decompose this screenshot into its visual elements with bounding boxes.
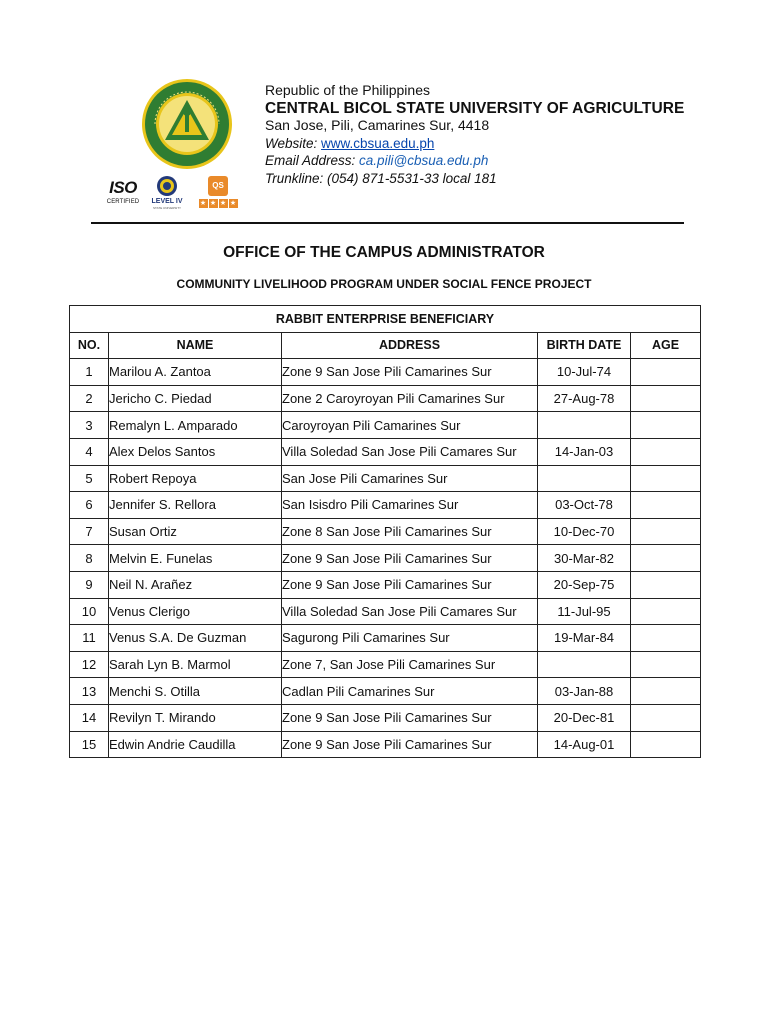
university-seal-icon: [141, 78, 233, 170]
cell-birth-date: 03-Oct-78: [538, 492, 631, 519]
table-row: [70, 438, 701, 465]
cell-address: Caroyroyan Pili Camarines Sur: [282, 412, 538, 439]
website-line: [265, 135, 735, 153]
cell-no: 1: [70, 359, 109, 386]
star-icon: ★: [229, 199, 237, 207]
cell-name: Remalyn L. Amparado: [109, 412, 282, 439]
cell-address: Zone 7, San Jose Pili Camarines Sur: [282, 651, 538, 678]
website-link[interactable]: www.cbsua.edu.ph: [321, 135, 435, 151]
cell-birth-date: 10-Dec-70: [538, 518, 631, 545]
trunkline: Trunkline: (054) 871-5531-33 local 181: [265, 170, 497, 186]
cell-age: [631, 731, 701, 758]
cell-name: Alex Delos Santos: [109, 438, 282, 465]
table-row: [70, 625, 701, 652]
star-icon: ★: [219, 199, 227, 207]
cell-birth-date: [538, 465, 631, 492]
qs-stars-badge: [194, 172, 242, 216]
cell-age: [631, 412, 701, 439]
cell-age: [631, 438, 701, 465]
beneficiary-table: [69, 305, 701, 758]
university-address: San Jose, Pili, Camarines Sur, 4418: [265, 117, 490, 133]
table-row: [70, 678, 701, 705]
cell-age: [631, 598, 701, 625]
cell-birth-date: 27-Aug-78: [538, 385, 631, 412]
table-row: [70, 704, 701, 731]
table-row: [70, 651, 701, 678]
letterhead: [0, 0, 768, 230]
cell-age: [631, 492, 701, 519]
cell-address: Sagurong Pili Camarines Sur: [282, 625, 538, 652]
cell-no: 7: [70, 518, 109, 545]
cell-birth-date: 20-Sep-75: [538, 571, 631, 598]
cell-name: Melvin E. Funelas: [109, 545, 282, 572]
table-caption-row: [70, 306, 701, 333]
table-row: [70, 412, 701, 439]
cell-no: 5: [70, 465, 109, 492]
cell-address: Cadlan Pili Camarines Sur: [282, 678, 538, 705]
table-header-row: [70, 332, 701, 359]
cell-birth-date: [538, 651, 631, 678]
cell-address: Zone 9 San Jose Pili Camarines Sur: [282, 545, 538, 572]
table-row: [70, 492, 701, 519]
cell-address: Zone 8 San Jose Pili Camarines Sur: [282, 518, 538, 545]
cell-name: Venus Clerigo: [109, 598, 282, 625]
cell-birth-date: [538, 412, 631, 439]
level-subcaption: STATE UNIVERSITY: [152, 206, 182, 210]
cell-name: Robert Repoya: [109, 465, 282, 492]
cell-address: Zone 9 San Jose Pili Camarines Sur: [282, 704, 538, 731]
header-divider: [91, 222, 684, 224]
cell-name: Marilou A. Zantoa: [109, 359, 282, 386]
cell-age: [631, 678, 701, 705]
cell-name: Jennifer S. Rellora: [109, 492, 282, 519]
column-header-age: AGE: [631, 332, 701, 359]
cell-name: Jericho C. Piedad: [109, 385, 282, 412]
table-row: [70, 598, 701, 625]
column-header-address: ADDRESS: [282, 332, 538, 359]
iso-caption: CERTIFIED: [106, 199, 140, 205]
cell-age: [631, 625, 701, 652]
cell-name: Menchi S. Otilla: [109, 678, 282, 705]
cell-birth-date: 14-Jan-03: [538, 438, 631, 465]
cell-no: 15: [70, 731, 109, 758]
cell-address: Zone 9 San Jose Pili Camarines Sur: [282, 731, 538, 758]
cell-address: Zone 2 Caroyroyan Pili Camarines Sur: [282, 385, 538, 412]
table-row: [70, 465, 701, 492]
cell-no: 9: [70, 571, 109, 598]
star-icon: ★: [199, 199, 207, 207]
cell-no: 4: [70, 438, 109, 465]
cell-age: [631, 704, 701, 731]
cell-birth-date: 19-Mar-84: [538, 625, 631, 652]
program-title: COMMUNITY LIVELIHOOD PROGRAM UNDER SOCIAL FENCE PROJECT: [176, 277, 592, 291]
cell-no: 12: [70, 651, 109, 678]
cell-age: [631, 651, 701, 678]
cell-age: [631, 465, 701, 492]
cell-birth-date: 30-Mar-82: [538, 545, 631, 572]
level-caption: LEVEL IV: [151, 198, 183, 205]
cell-address: San Isisdro Pili Camarines Sur: [282, 492, 538, 519]
email-link[interactable]: ca.pili@cbsua.edu.ph: [359, 153, 489, 168]
level-iv-badge: [146, 172, 188, 216]
cell-no: 11: [70, 625, 109, 652]
university-name: CENTRAL BICOL STATE UNIVERSITY OF AGRICULTURE: [265, 99, 685, 117]
cell-name: Edwin Andrie Caudilla: [109, 731, 282, 758]
table-row: [70, 545, 701, 572]
cell-address: Zone 9 San Jose Pili Camarines Sur: [282, 359, 538, 386]
cell-address: Villa Soledad San Jose Pili Camares Sur: [282, 598, 538, 625]
cell-name: Neil N. Arañez: [109, 571, 282, 598]
qs-logo: QS: [208, 176, 228, 196]
cell-birth-date: 14-Aug-01: [538, 731, 631, 758]
table-body: [70, 359, 701, 758]
cell-no: 3: [70, 412, 109, 439]
table-row: [70, 385, 701, 412]
cell-name: Revilyn T. Mirando: [109, 704, 282, 731]
iso-mark: ISO: [109, 178, 137, 197]
cell-no: 10: [70, 598, 109, 625]
table-row: [70, 359, 701, 386]
cell-no: 14: [70, 704, 109, 731]
republic-line: Republic of the Philippines: [265, 82, 430, 98]
office-title: OFFICE OF THE CAMPUS ADMINISTRATOR: [223, 244, 545, 261]
table-row: [70, 571, 701, 598]
column-header-name: NAME: [109, 332, 282, 359]
cell-name: Sarah Lyn B. Marmol: [109, 651, 282, 678]
cell-address: Villa Soledad San Jose Pili Camares Sur: [282, 438, 538, 465]
email-line: [265, 152, 735, 170]
table-row: [70, 518, 701, 545]
cell-age: [631, 359, 701, 386]
email-label: Email Address:: [265, 153, 356, 168]
column-header-no: NO.: [70, 332, 109, 359]
cell-age: [631, 385, 701, 412]
letterhead-text: [265, 82, 735, 187]
cell-no: 2: [70, 385, 109, 412]
cell-address: San Jose Pili Camarines Sur: [282, 465, 538, 492]
cell-name: Susan Ortiz: [109, 518, 282, 545]
table-row: [70, 731, 701, 758]
cell-age: [631, 545, 701, 572]
star-icon: ★: [209, 199, 217, 207]
iso-certified-badge: [104, 172, 142, 216]
cell-name: Venus S.A. De Guzman: [109, 625, 282, 652]
cell-address: Zone 9 San Jose Pili Camarines Sur: [282, 571, 538, 598]
cell-birth-date: 03-Jan-88: [538, 678, 631, 705]
qs-star-rating: [194, 199, 242, 208]
cell-no: 6: [70, 492, 109, 519]
column-header-birth-date: BIRTH DATE: [538, 332, 631, 359]
level-iv-emblem-icon: [156, 175, 178, 197]
website-label: Website:: [265, 135, 318, 151]
cell-birth-date: 10-Jul-74: [538, 359, 631, 386]
cell-no: 8: [70, 545, 109, 572]
cell-age: [631, 518, 701, 545]
certification-badges: [100, 172, 250, 216]
table-caption: RABBIT ENTERPRISE BENEFICIARY: [70, 306, 701, 333]
cell-no: 13: [70, 678, 109, 705]
cell-age: [631, 571, 701, 598]
cell-birth-date: 20-Dec-81: [538, 704, 631, 731]
cell-birth-date: 11-Jul-95: [538, 598, 631, 625]
